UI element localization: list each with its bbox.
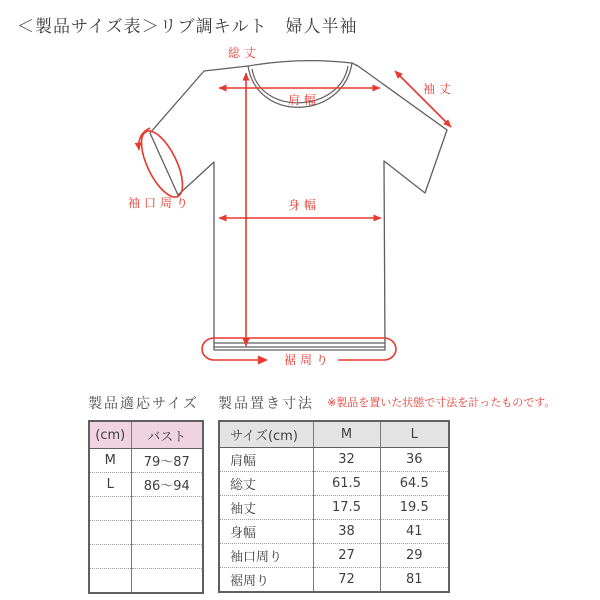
spec-label: 身幅 bbox=[219, 520, 313, 544]
spec-label: 裾周り bbox=[219, 568, 313, 593]
spec-row-shoulder bbox=[219, 448, 449, 472]
cuff-circumference-label: 袖口周り bbox=[128, 196, 193, 210]
hem-circumference-label: 裾周り bbox=[284, 353, 333, 367]
spec-value-m: 72 bbox=[313, 568, 380, 593]
body-width-label: 身幅 bbox=[288, 198, 321, 212]
spec-value-l: 36 bbox=[380, 448, 449, 472]
fit-empty-row bbox=[89, 569, 203, 594]
sleeve-length-label: 袖丈 bbox=[423, 82, 456, 96]
spec-value-m: 61.5 bbox=[313, 472, 380, 496]
spec-label: 総丈 bbox=[219, 472, 313, 496]
fit-size-block bbox=[88, 393, 204, 594]
spec-header-size: サイズ(cm) bbox=[219, 421, 313, 448]
spec-value-m: 17.5 bbox=[313, 496, 380, 520]
spec-value-m: 38 bbox=[313, 520, 380, 544]
empty-cell bbox=[131, 569, 203, 594]
spec-value-m: 32 bbox=[313, 448, 380, 472]
fit-size-l: L bbox=[89, 473, 131, 497]
spec-value-l: 29 bbox=[380, 544, 449, 568]
fit-table-title: 製品適応サイズ bbox=[88, 396, 199, 412]
spec-header-l: L bbox=[380, 421, 449, 448]
fit-bust-l: 86～94 bbox=[131, 473, 203, 497]
hem-loop-arrowhead bbox=[258, 356, 268, 365]
spec-row-body-width bbox=[219, 520, 449, 544]
spec-label: 肩幅 bbox=[219, 448, 313, 472]
spec-table bbox=[218, 420, 450, 593]
spec-header-m: M bbox=[313, 421, 380, 448]
empty-cell bbox=[89, 545, 131, 569]
fit-empty-row bbox=[89, 545, 203, 569]
spec-label: 袖丈 bbox=[219, 496, 313, 520]
spec-row-sleeve-length bbox=[219, 496, 449, 520]
empty-cell bbox=[89, 497, 131, 521]
spec-value-l: 81 bbox=[380, 568, 449, 593]
fit-table bbox=[88, 420, 204, 594]
spec-table-note: ※製品を置いた状態で寸法を計ったものです。 bbox=[327, 396, 556, 409]
spec-table-title: 製品置き寸法 bbox=[218, 396, 314, 412]
empty-cell bbox=[131, 545, 203, 569]
fit-bust-m: 79～87 bbox=[131, 449, 203, 473]
spec-row-total-length bbox=[219, 472, 449, 496]
fit-empty-row bbox=[89, 521, 203, 545]
empty-cell bbox=[89, 521, 131, 545]
spec-value-l: 41 bbox=[380, 520, 449, 544]
page-title: ＜製品サイズ表＞リブ調キルト 婦人半袖 bbox=[17, 17, 358, 37]
spec-value-l: 64.5 bbox=[380, 472, 449, 496]
spec-row-cuff bbox=[219, 544, 449, 568]
fit-empty-row bbox=[89, 497, 203, 521]
fit-row-m bbox=[89, 449, 203, 473]
spec-block bbox=[218, 393, 555, 593]
spec-value-m: 27 bbox=[313, 544, 380, 568]
fit-header-bust: バスト bbox=[131, 421, 203, 449]
spec-value-l: 19.5 bbox=[380, 496, 449, 520]
spec-row-hem bbox=[219, 568, 449, 593]
fit-row-l bbox=[89, 473, 203, 497]
empty-cell bbox=[89, 569, 131, 594]
empty-cell bbox=[131, 497, 203, 521]
shoulder-width-label: 肩幅 bbox=[288, 93, 321, 107]
fit-header-cm: (cm) bbox=[89, 421, 131, 449]
fit-size-m: M bbox=[89, 449, 131, 473]
fit-header-row bbox=[89, 421, 203, 449]
total-length-label: 総丈 bbox=[228, 46, 261, 60]
empty-cell bbox=[131, 521, 203, 545]
spec-label: 袖口周り bbox=[219, 544, 313, 568]
spec-header-row bbox=[219, 421, 449, 448]
